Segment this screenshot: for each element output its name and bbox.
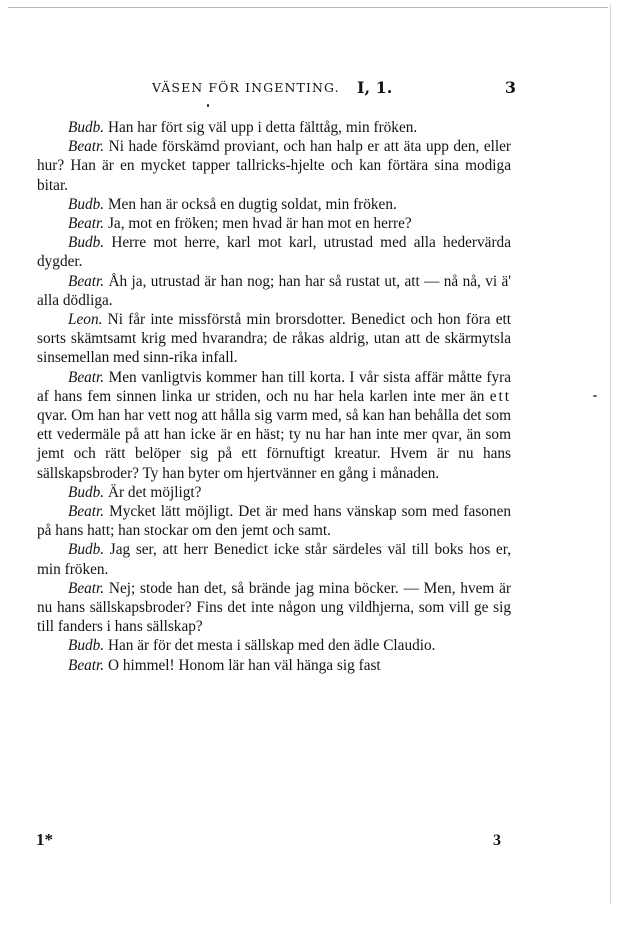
speaker-name: Leon. [68, 311, 103, 329]
text-line: — Men, hvem är nu hans sällskapsbroder? Fins det inte [37, 579, 511, 617]
speaker-name: Budb. [68, 483, 105, 501]
ink-speck [207, 104, 209, 107]
speaker-name: Budb. [68, 195, 105, 213]
dialogue-paragraph [37, 310, 511, 368]
text-line: alla hedervärda dygder. [37, 234, 511, 271]
text-line: Åh ja, utrustad är han nog; han har så rustat [108, 272, 381, 290]
speaker-name: Beatr. [68, 579, 105, 597]
text-line: ut, att — nå nå, vi ä' alla dödliga. [37, 272, 511, 309]
dialogue-paragraph [37, 636, 511, 655]
text-line: sällskap? [146, 618, 203, 636]
dialogue-paragraph [37, 502, 511, 540]
text-line: Han har fört sig väl upp i detta fälttåg, min [107, 119, 370, 136]
text-line: Mycket lätt möjligt. Det är med hans vänskap [109, 503, 397, 521]
speaker-name: Budb. [68, 541, 105, 559]
text-line: Ni hade förskämd proviant, och han halp er att [108, 138, 400, 156]
text-line: herre? [373, 215, 412, 233]
dialogue-body [37, 118, 511, 675]
speaker-name: Beatr. [68, 272, 105, 290]
text-line: hjelte och kan förtära sina modiga bitar. [37, 157, 511, 194]
text-line: Men vanligtvis kommer han till korta. I vår [108, 368, 379, 386]
running-header [152, 78, 516, 100]
act-scene-label: I, 1. [357, 78, 393, 97]
text-line: Nej; stode han det, så brände jag mina böcker. [108, 579, 399, 597]
dialogue-paragraph [37, 214, 511, 233]
speaker-name: Beatr. [68, 656, 105, 674]
text-line: Claudio. [383, 637, 436, 655]
speaker-name: Beatr. [68, 215, 105, 233]
text-line: Herre mot herre, karl mot karl, utrustad med [111, 234, 407, 252]
text-line: råkas aldrig, utan att de skärmytsla sinsemellan med sinn- [37, 330, 512, 367]
text-line: Ty han byter om hjertvänner en gång i månaden. [142, 464, 440, 482]
text-line: och nu har hela karlen inte mer än ett qvar. Om han har [37, 387, 511, 425]
running-title: VÄSEN FÖR INGENTING. [152, 80, 340, 95]
text-line: han inte mer qvar, än som jemt och rätt belöper sig på [37, 426, 511, 463]
speaker-name: Beatr. [68, 503, 105, 521]
text-line: ett förnuftigt kreatur. Hvem är nu hans sällskapsbroder? [37, 445, 512, 482]
dialogue-paragraph [37, 483, 511, 502]
page-edge-line [610, 4, 611, 904]
speaker-name: Budb. [68, 637, 105, 655]
text-line: och samt. [272, 522, 331, 540]
text-line: Ni får inte missförstå min brorsdotter. Benedict [107, 311, 406, 329]
ink-speck [593, 395, 597, 397]
text-line: rika infall. [173, 349, 238, 367]
text-line: Är det möjligt? [107, 483, 202, 501]
text-line: vett nog att hålla sig varm med, så kan han behålla det [147, 407, 482, 425]
text-line: till boks hos er, min fröken. [37, 541, 512, 578]
dialogue-paragraph [37, 368, 511, 483]
text-line: O himmel! Honom lär han väl hänga sig fast [107, 656, 381, 674]
text-line: Ja, mot en fröken; men hvad är han mot en [107, 215, 370, 233]
text-line: Jag ser, att herr Benedict icke står särdeles väl [109, 541, 407, 559]
dialogue-paragraph [37, 540, 511, 578]
footer-number: 3 [493, 832, 501, 849]
text-line: sista affär måtte fyra af hans fem sinnen linka ur striden, [37, 368, 512, 405]
text-line: äta upp den, eller hur? Han är en mycket tapper tallricks- [37, 138, 511, 175]
text-line: Han är för det mesta i sällskap med den ädle [107, 637, 380, 655]
text-line: någon ung vildhjerna, som vill ge sig till fanders i hans [37, 599, 512, 636]
text-line: Men han är också en dugtig soldat, min fröken. [107, 195, 397, 213]
dialogue-paragraph [37, 137, 511, 195]
dialogue-paragraph [37, 656, 511, 675]
speaker-name: Beatr. [68, 138, 105, 156]
dialogue-paragraph [37, 272, 511, 310]
speaker-name: Budb. [68, 234, 105, 252]
text-line: som ett vedermäle på att han icke är en häst; ty nu har [37, 407, 512, 444]
signature-mark: 1* [36, 830, 53, 849]
speaker-name: Beatr. [68, 368, 105, 386]
dialogue-paragraph [37, 118, 511, 137]
speaker-name: Budb. [68, 119, 105, 136]
dialogue-paragraph [37, 233, 511, 271]
page-number: 3 [504, 78, 516, 97]
dialogue-paragraph [37, 579, 511, 637]
dialogue-paragraph [37, 195, 511, 214]
text-line: och hon föra ett sorts skämtsamt krig med hvarandra; de [37, 311, 512, 348]
top-edge-rule [8, 7, 608, 8]
text-line: fröken. [373, 119, 418, 136]
text-line: som med fasonen på hans hatt; han stockar om den jemt [37, 503, 512, 540]
